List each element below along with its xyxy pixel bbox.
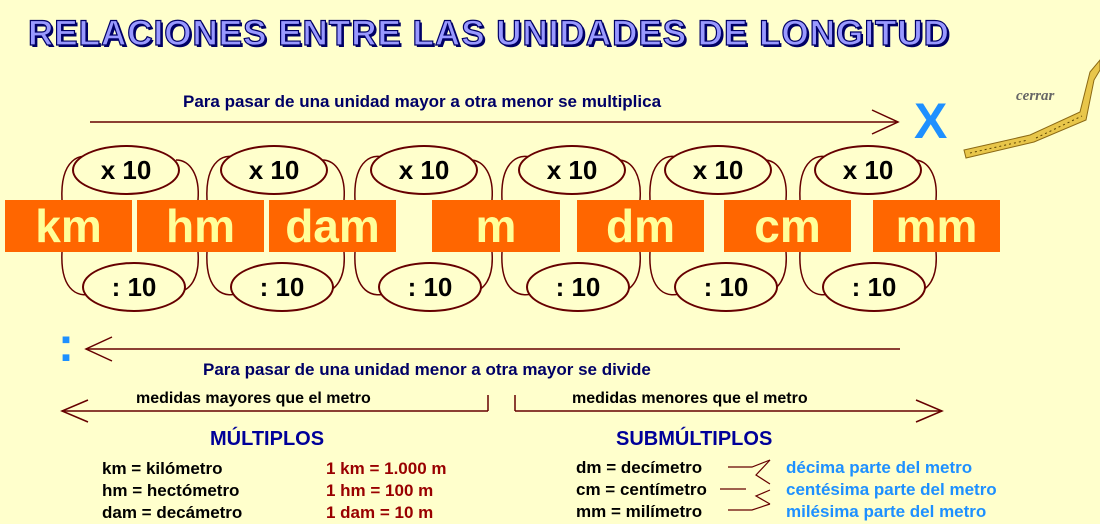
page-title: RELACIONES ENTRE LAS UNIDADES DE LONGITUD — [28, 14, 950, 53]
submultiple-def-cm: cm = centímetro — [576, 480, 707, 499]
multiple-def-hm: hm = hectómetro — [102, 481, 240, 500]
multiple-eq-hm: 1 hm = 100 m — [326, 481, 434, 500]
greater-measures-label: medidas mayores que el metro — [136, 390, 371, 407]
unit-cm: cm — [724, 200, 851, 252]
divide-oval-4: : 10 — [526, 262, 630, 312]
submultiple-fraction-mm: milésima parte del metro — [786, 502, 987, 521]
close-link[interactable]: cerrar — [1016, 88, 1055, 104]
unit-km: km — [5, 200, 132, 252]
submultiple-fraction-cm: centésima parte del metro — [786, 480, 997, 499]
divide-symbol: : — [58, 319, 74, 372]
multiply-oval-3: x 10 — [370, 145, 478, 195]
submultiple-def-mm: mm = milímetro — [576, 502, 703, 521]
divide-oval-6: : 10 — [822, 262, 926, 312]
divide-oval-2: : 10 — [230, 262, 334, 312]
multiply-oval-4: x 10 — [518, 145, 626, 195]
multiply-rule-note: Para pasar de una unidad mayor a otra menor se multiplica — [183, 92, 662, 111]
divide-oval-3: : 10 — [378, 262, 482, 312]
unit-dm: dm — [577, 200, 704, 252]
unit-mm: mm — [873, 200, 1000, 252]
multiple-eq-km: 1 km = 1.000 m — [326, 459, 447, 478]
multiply-oval-1: x 10 — [72, 145, 180, 195]
unit-hm: hm — [137, 200, 264, 252]
smaller-measures-label: medidas menores que el metro — [572, 390, 808, 407]
multiply-oval-2: x 10 — [220, 145, 328, 195]
multiple-eq-dam: 1 dam = 10 m — [326, 503, 434, 522]
multiply-oval-6: x 10 — [814, 145, 922, 195]
submultiples-heading: SUBMÚLTIPLOS — [616, 428, 773, 450]
divide-rule-note: Para pasar de una unidad menor a otra mayor se divide — [203, 360, 651, 379]
divide-oval-5: : 10 — [674, 262, 778, 312]
multiple-def-dam: dam = decámetro — [102, 503, 243, 522]
submultiple-fraction-dm: décima parte del metro — [786, 458, 973, 477]
unit-m: m — [432, 200, 560, 252]
submultiple-def-dm: dm = decímetro — [576, 458, 703, 477]
unit-dam: dam — [269, 200, 396, 252]
multiple-def-km: km = kilómetro — [102, 459, 223, 478]
multiples-heading: MÚLTIPLOS — [210, 428, 325, 450]
divide-oval-1: : 10 — [82, 262, 186, 312]
multiply-symbol: X — [914, 93, 948, 149]
multiply-oval-5: x 10 — [664, 145, 772, 195]
